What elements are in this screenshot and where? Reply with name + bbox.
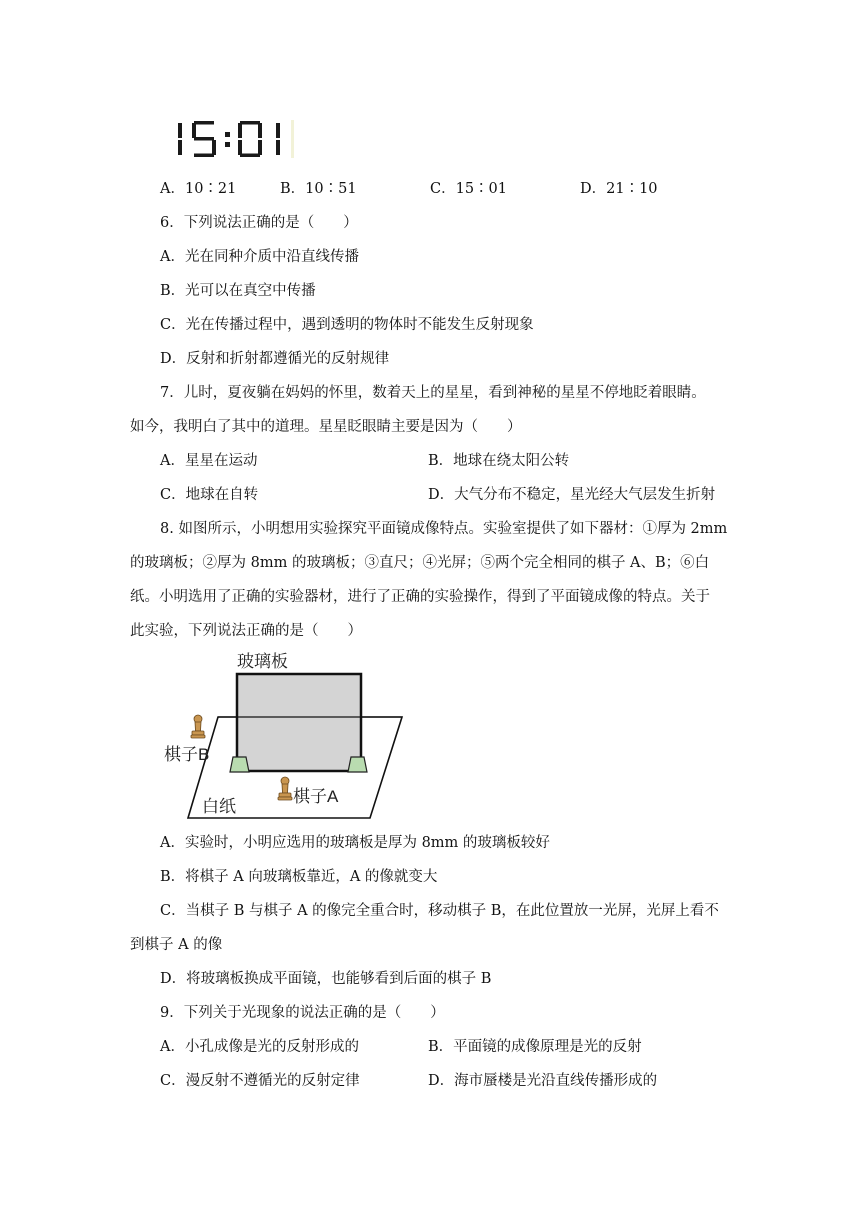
q6-option-d: D．反射和折射都遵循光的反射规律: [160, 351, 390, 367]
q8-option-c-line2: 到棋子 A 的像: [130, 937, 223, 953]
piece-b-label: 棋子B: [164, 745, 210, 764]
clock-display-figure: [172, 118, 294, 160]
q9-stem: 9．下列关于光现象的说法正确的是（ ）: [160, 1005, 445, 1021]
q7-option-a: A．星星在运动: [160, 453, 258, 469]
q8-stem-line4: 此实验，下列说法正确的是（ ）: [130, 623, 362, 639]
q7-stem-line2: 如今，我明白了其中的道理。星星眨眼睛主要是因为（ ）: [130, 419, 522, 435]
q8-stem-line3: 纸。小明选用了正确的实验器材，进行了正确的实验操作，得到了平面镜成像的特点。关于: [130, 589, 710, 605]
q5-option-b: B．10∶51: [280, 181, 357, 197]
mirror-experiment-diagram: [160, 645, 410, 825]
glass-plate-label: 玻璃板: [237, 652, 288, 671]
q8-option-a: A．实验时，小明应选用的玻璃板是厚为 8mm 的玻璃板较好: [160, 835, 550, 851]
clock-edge-shade: [291, 120, 294, 158]
q6-option-b: B．光可以在真空中传播: [160, 283, 316, 299]
q7-option-d: D．大气分布不稳定，星光经大气层发生折射: [428, 487, 716, 503]
q8-option-b: B．将棋子 A 向玻璃板靠近，A 的像就变大: [160, 869, 438, 885]
q6-option-c: C．光在传播过程中，遇到透明的物体时不能发生反射现象: [160, 317, 534, 333]
q6-stem: 6．下列说法正确的是（ ）: [160, 215, 358, 231]
q9-option-a: A．小孔成像是光的反射形成的: [160, 1039, 359, 1055]
mirror-experiment-figure: [160, 645, 410, 825]
q8-option-c-line1: C．当棋子 B 与棋子 A 的像完全重合时，移动棋子 B，在此位置放一光屏，光屏上看不: [160, 903, 719, 919]
left-stand-icon: [230, 757, 249, 772]
q5-option-c: C．15∶01: [430, 181, 507, 197]
q7-option-b: B．地球在绕太阳公转: [428, 453, 570, 469]
q7-stem-line1: 7．儿时，夏夜躺在妈妈的怀里，数着天上的星星，看到神秘的星星不停地眨着眼睛。: [160, 385, 706, 401]
glass-plate-shape: [237, 674, 361, 771]
q7-option-c: C．地球在自转: [160, 487, 259, 503]
white-paper-label: 白纸: [202, 797, 236, 816]
q8-stem-line1: 8. 如图所示，小明想用实验探究平面镜成像特点。实验室提供了如下器材：①厚为 2mm: [160, 521, 728, 537]
q8-stem-line2: 的玻璃板；②厚为 8mm 的玻璃板；③直尺；④光屏；⑤两个完全相同的棋子 A、B；⑥白: [130, 555, 710, 571]
chess-piece-b-icon: [191, 715, 205, 738]
q9-option-c: C．漫反射不遵循光的反射定律: [160, 1073, 360, 1089]
q9-option-b: B．平面镜的成像原理是光的反射: [428, 1039, 642, 1055]
piece-a-label: 棋子A: [293, 787, 339, 806]
q5-option-d: D．21∶10: [580, 181, 658, 197]
q5-option-a: A．10∶21: [160, 181, 237, 197]
q8-option-d: D．将玻璃板换成平面镜，也能够看到后面的棋子 B: [160, 971, 492, 987]
right-stand-icon: [348, 757, 367, 772]
q9-option-d: D．海市蜃楼是光沿直线传播形成的: [428, 1073, 658, 1089]
q6-option-a: A．光在同种介质中沿直线传播: [160, 249, 359, 265]
seven-segment-clock-icon: [172, 118, 294, 160]
